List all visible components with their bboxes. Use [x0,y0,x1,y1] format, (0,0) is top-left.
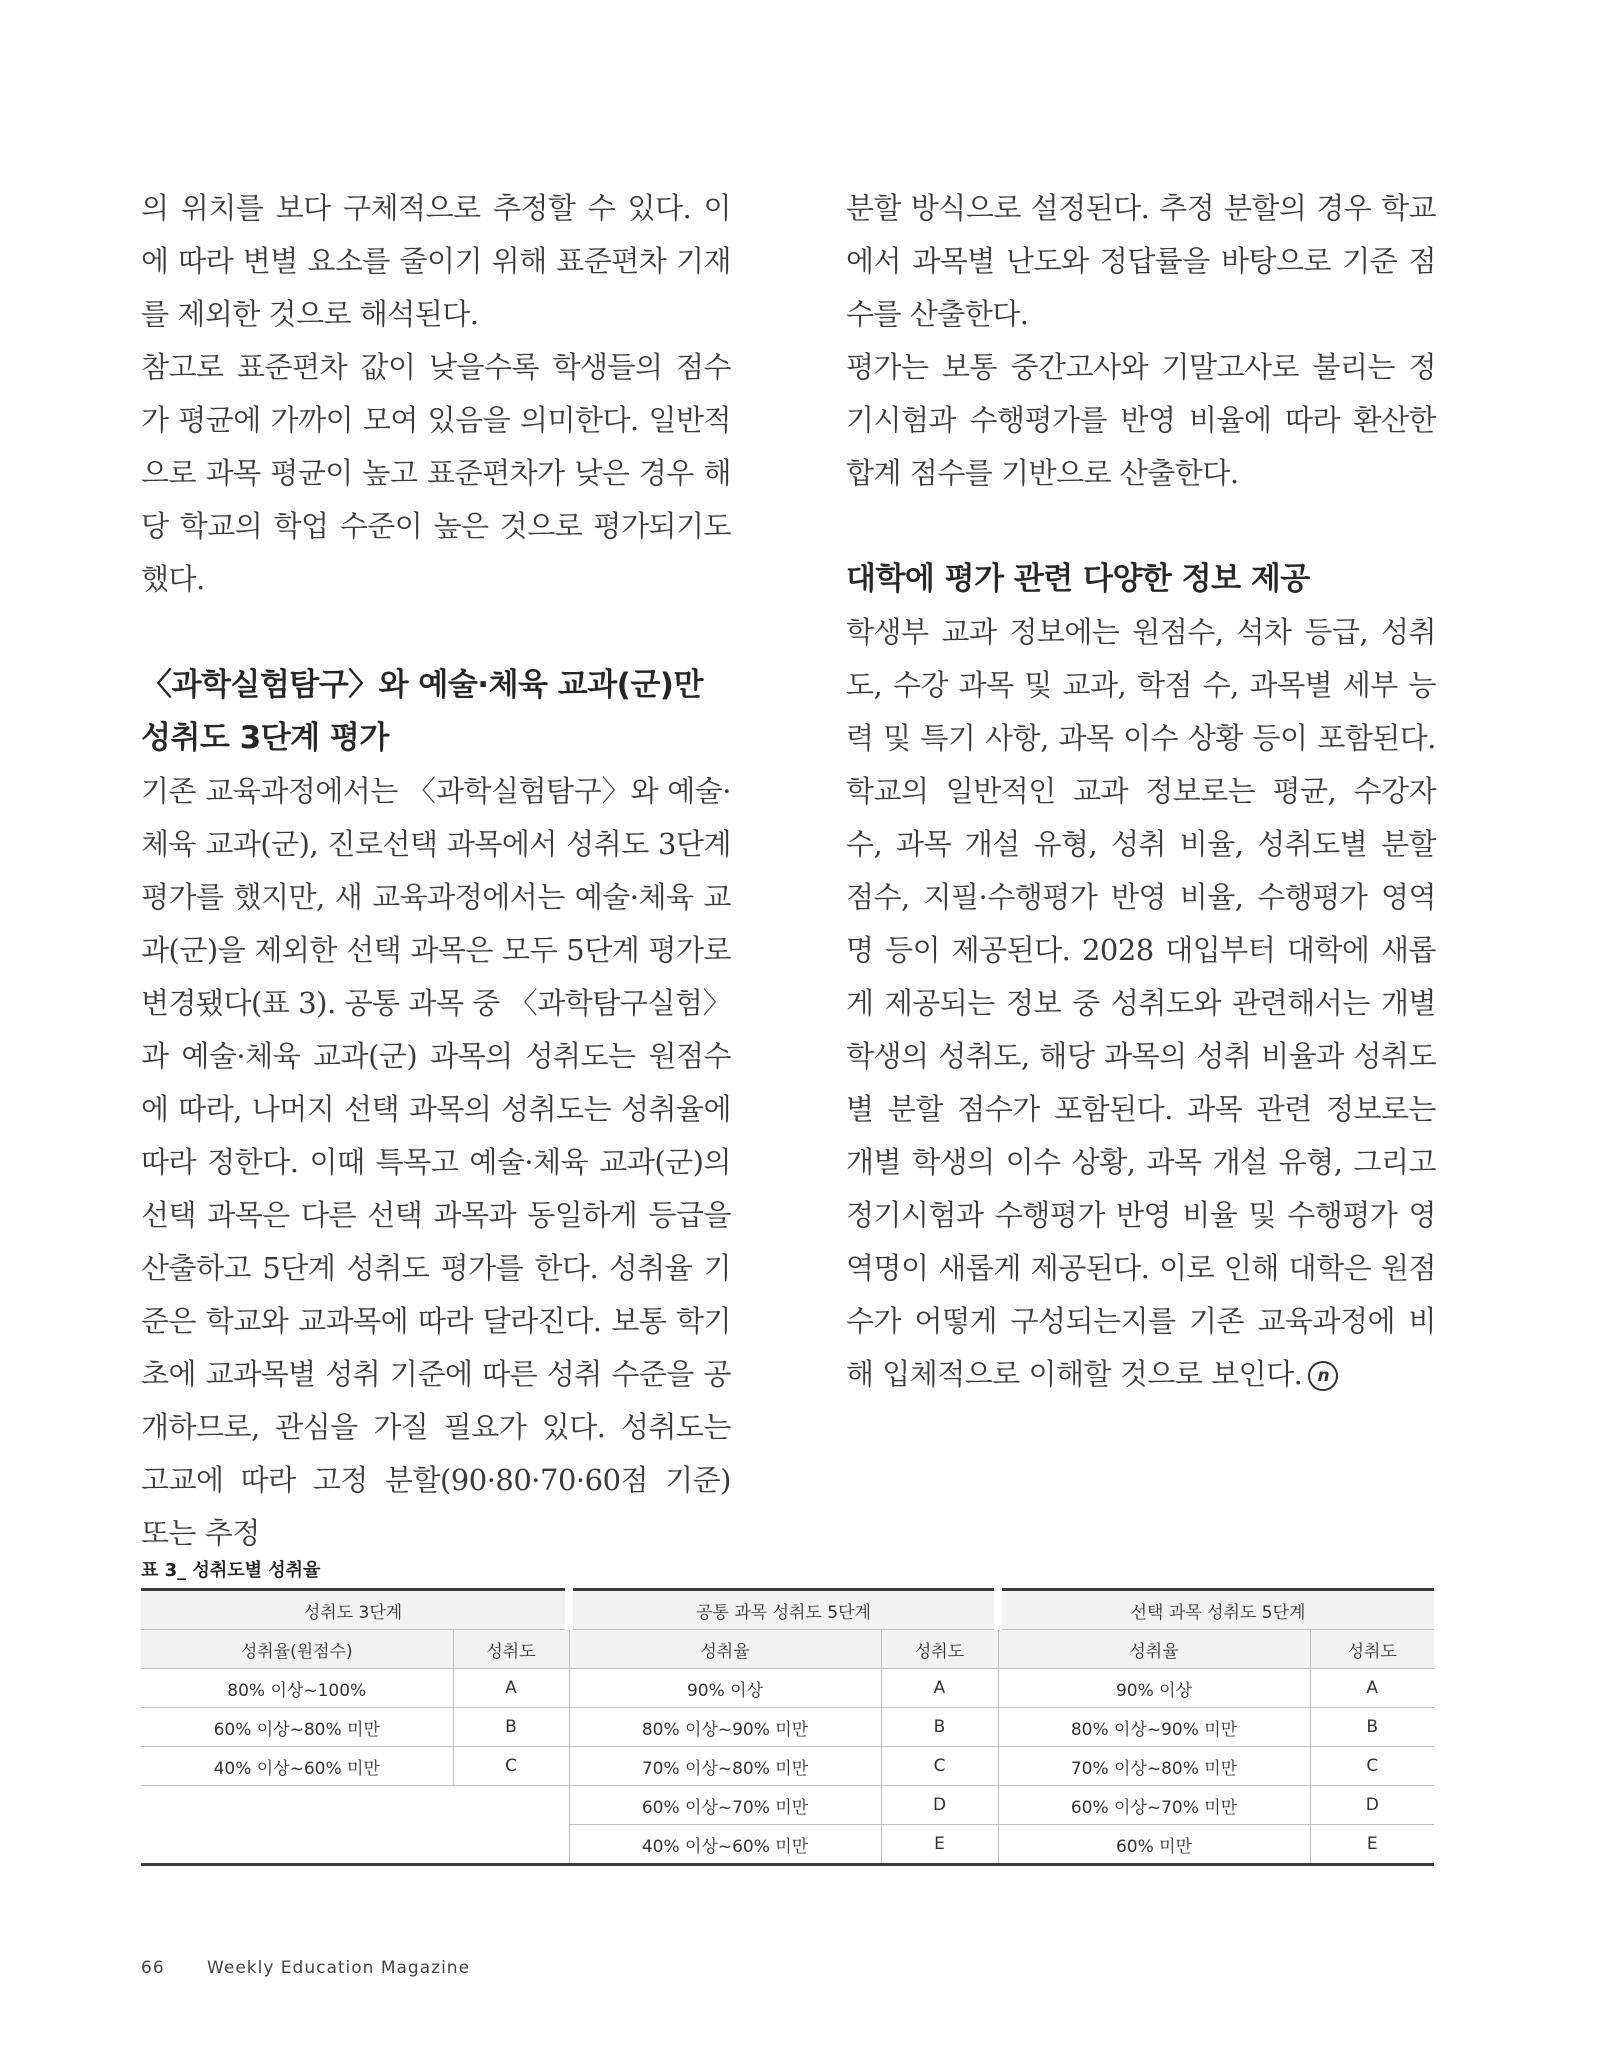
table-cell: 80% 이상~90% 미만 [998,1708,1310,1747]
table-cell: 40% 이상~60% 미만 [569,1825,881,1865]
section-heading-line: 〈과학실험탐구〉와 예술·체육 교과(군)만 [141,667,703,703]
table-empty-cell [141,1786,569,1865]
table-cell: C [1310,1747,1434,1786]
paragraph: 기존 교육과정에서는 〈과학실험탐구〉와 예술·체육 교과(군), 진로선택 과목에서 성취도 3단계 평가를 했지만, 새 교육과정에서는 예술·체육 교과(군)을 제외한 선택 과목은 모두 5단계 평가로 변경됐다(표 3). 공통 과목 중 〈과학탐구실험〉과 예술·체육 교과(군) 과목의 성취도는 원점수에 따라, 나머지 선택 과목의 성취도는 성취율에 따라 정한다. 이때 특목고 예술·체육 교과(군)의 선택 과목은 다른 선택 과목과 동일하게 등급을 산출하고 5단계 성취도 평가를 한다. 성취율 기준은 학교와 교과목에 따라 달라진다. 보통 학기 초에 교과목별 성취 기준에 따른 성취 수준을 공개하므로, 관심을 가질 필요가 있다. 성취도는 고교에 따라 고정 분할(90·80·70·60점 기준) 또는 추정 [141,774,731,1550]
table-cell: 90% 이상 [998,1669,1310,1708]
table-cell: E [881,1825,998,1865]
table-group-header: 선택 과목 성취도 5단계 [998,1590,1434,1630]
table-row [141,1708,1434,1747]
table-cell: A [881,1669,998,1708]
table-cell: A [453,1669,569,1708]
table-subheader: 성취도 [881,1630,998,1669]
spacer [141,606,731,659]
table-subheader: 성취도 [453,1630,569,1669]
table-subheader: 성취도 [1310,1630,1434,1669]
table-subheader: 성취율(원점수) [141,1630,453,1669]
table-cell: 80% 이상~90% 미만 [569,1708,881,1747]
table-title: 표 3_ 성취도별 성취율 [141,1560,321,1581]
table-cell: 60% 이상~80% 미만 [141,1708,453,1747]
end-mark-icon: n [1308,1361,1338,1391]
section-heading: 대학에 평가 관련 다양한 정보 제공 [846,561,1310,597]
table-cell: 70% 이상~80% 미만 [569,1747,881,1786]
table-cell: D [1310,1786,1434,1825]
table-cell: 70% 이상~80% 미만 [998,1747,1310,1786]
section-heading-line: 성취도 3단계 평가 [141,720,389,756]
paragraph: 분할 방식으로 설정된다. 추정 분할의 경우 학교에서 과목별 난도와 정답률을 바탕으로 기준 점수를 산출한다. [846,191,1436,331]
achievement-table [141,1588,1434,1866]
right-column [846,182,1436,1401]
spacer [846,500,1436,553]
table-row [141,1669,1434,1708]
page-footer [141,1958,506,1978]
table-group-header: 공통 과목 성취도 5단계 [569,1590,998,1630]
paragraph-text: 학생부 교과 정보에는 원점수, 석차 등급, 성취도, 수강 과목 및 교과, 학점 수, 과목별 세부 능력 및 특기 사항, 과목 이수 상황 등이 포함된다. 학교의 일반적인 교과 정보로는 평균, 수강자 수, 과목 개설 유형, 성취 비율, 성취도별 분할 점수, 지필·수행평가 반영 비율, 수행평가 영역명 등이 제공된다. 2028 대입부터 대학에 새롭게 제공되는 정보 중 성취도와 관련해서는 개별 학생의 성취도, 해당 과목의 성취 비율과 성취도별 분할 점수가 포함된다. 과목 관련 정보로는 개별 학생의 이수 상황, 과목 개설 유형, 그리고 정기시험과 수행평가 반영 비율 및 수행평가 영역명이 새롭게 제공된다. 이로 인해 대학은 원점수가 어떻게 구성되는지를 기존 교육과정에 비해 입체적으로 이해할 것으로 보인다. [846,615,1436,1391]
table-cell: B [453,1708,569,1747]
table-cell: 60% 이상~70% 미만 [998,1786,1310,1825]
left-column [141,182,731,1560]
table-cell: C [453,1747,569,1786]
magazine-name: Weekly Education Magazine [207,1958,471,1978]
table-subheader: 성취율 [569,1630,881,1669]
paragraph [846,606,1436,1401]
table-cell: E [1310,1825,1434,1865]
paragraph: 평가는 보통 중간고사와 기말고사로 불리는 정기시험과 수행평가를 반영 비율에 따라 환산한 합계 점수를 기반으로 산출한다. [846,350,1436,490]
table-cell: 60% 이상~70% 미만 [569,1786,881,1825]
table-cell: B [1310,1708,1434,1747]
table-row [141,1786,1434,1825]
page-number: 66 [141,1958,165,1978]
table-cell: 90% 이상 [569,1669,881,1708]
table-subheader: 성취율 [998,1630,1310,1669]
table-cell: C [881,1747,998,1786]
table-cell: 60% 미만 [998,1825,1310,1865]
table-cell: 40% 이상~60% 미만 [141,1747,453,1786]
paragraph: 참고로 표준편차 값이 낮을수록 학생들의 점수가 평균에 가까이 모여 있음을 의미한다. 일반적으로 과목 평균이 높고 표준편차가 낮은 경우 해당 학교의 학업 수준이 높은 것으로 평가되기도 했다. [141,350,731,596]
table-cell: 80% 이상~100% [141,1669,453,1708]
table-group-header-row [141,1590,1434,1630]
table-cell: A [1310,1669,1434,1708]
table-cell: B [881,1708,998,1747]
table-group-header: 성취도 3단계 [141,1590,569,1630]
paragraph: 의 위치를 보다 구체적으로 추정할 수 있다. 이에 따라 변별 요소를 줄이기 위해 표준편차 기재를 제외한 것으로 해석된다. [141,191,731,331]
table-row [141,1747,1434,1786]
table-subheader-row [141,1630,1434,1669]
table-cell: D [881,1786,998,1825]
